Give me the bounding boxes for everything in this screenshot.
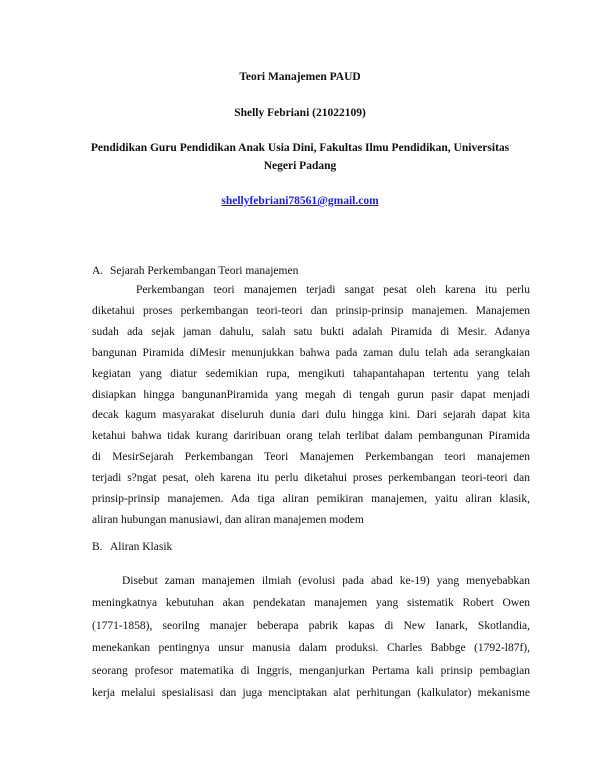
paragraph-line: prinsip-prinsip manajemen. Ada tiga aliran pemikiran manajemen, yaitu aliran klasik, xyxy=(92,493,530,505)
paragraph-line: menekankan pentingnya unsur manusia dalam produksi. Charles Babbge (1792-l87f), xyxy=(92,642,530,655)
paragraph-line: terjadi s?ngat pesat, oleh karena itu perlu diketahui proses perkembangan teori-teori dan xyxy=(92,472,530,485)
paragraph-line: aliran hubungan manusiawi, dan aliran manajemen modem xyxy=(92,513,364,526)
section-a-letter: A. xyxy=(92,265,104,277)
section-b-heading xyxy=(92,540,172,554)
section-a-title: Sejarah Perkembangan Teori manajemen xyxy=(110,265,299,277)
author-email-link[interactable]: shellyfebriani78561@gmail.com xyxy=(221,195,379,207)
paragraph-line: Disebut zaman manajemen ilmiah (evolusi pada abad ke-19) yang menyebabkan xyxy=(122,575,530,587)
document-title: Teori Manajemen PAUD xyxy=(239,71,361,83)
paragraph-line: seorang profesor matematika di Inggris, menganjurkan Pertama kali prinsip pembagian xyxy=(92,664,530,677)
paragraph-line: di MesirSejarah Perkembangan Teori Manajemen Perkembangan teori manajemen xyxy=(92,451,530,464)
paragraph-line: bangunan Piramida diMesir menunjukkan bahwa pada zaman dulu telah ada serangkaian xyxy=(92,346,530,359)
paragraph-line: kerja melalui spesialisasi dan juga menciptakan alat perhitungan (kalkulator) mekanisme xyxy=(92,687,530,699)
affiliation-line-2: Negeri Padang xyxy=(263,160,337,172)
paragraph-line: disiapkan hingga bangunanPiramida yang megah di tengah gurun pasir dapat menjadi xyxy=(92,388,530,401)
paragraph-line: ketahui bahwa tidak kurang dariribuan orang telah terlibat dalam pembangunan Piramida xyxy=(92,430,530,443)
section-a-heading xyxy=(92,264,298,278)
section-b-letter: B. xyxy=(92,541,103,553)
author-name: Shelly Febriani (21022109) xyxy=(234,107,366,119)
paragraph-line: (1771-1858), seorilng manajer beberapa pabrik kapas di New Ianark, Skotlandia, xyxy=(92,619,530,632)
paragraph-line: decak kagum masyarakat diseluruh dunia dari dulu hingga kini. Dari sejarah dapat kita xyxy=(92,409,530,422)
paragraph-line: diketahui proses perkembangan teori-teori dan prinsip-prinsip manajemen. Manajemen xyxy=(92,304,530,317)
paragraph-line: meningkatnya kebutuhan akan pendekatan manajemen yang sistematik Robert Owen xyxy=(92,597,530,610)
section-b-title: Aliran Klasik xyxy=(110,541,173,553)
paragraph-line: Perkembangan teori manajemen terjadi sangat pesat oleh karena itu perlu xyxy=(136,284,530,296)
paragraph-line: sudah ada sejak jaman dahulu, salah satu bukti adalah Piramida di Mesir. Adanya xyxy=(92,325,530,338)
affiliation-line-1: Pendidikan Guru Pendidikan Anak Usia Dini, Fakultas Ilmu Pendidikan, Universitas xyxy=(90,142,510,154)
paragraph-line: kegiatan yang diatur sedemikian rupa, mengikuti tahapantahapan tertentu yang telah xyxy=(92,367,530,380)
